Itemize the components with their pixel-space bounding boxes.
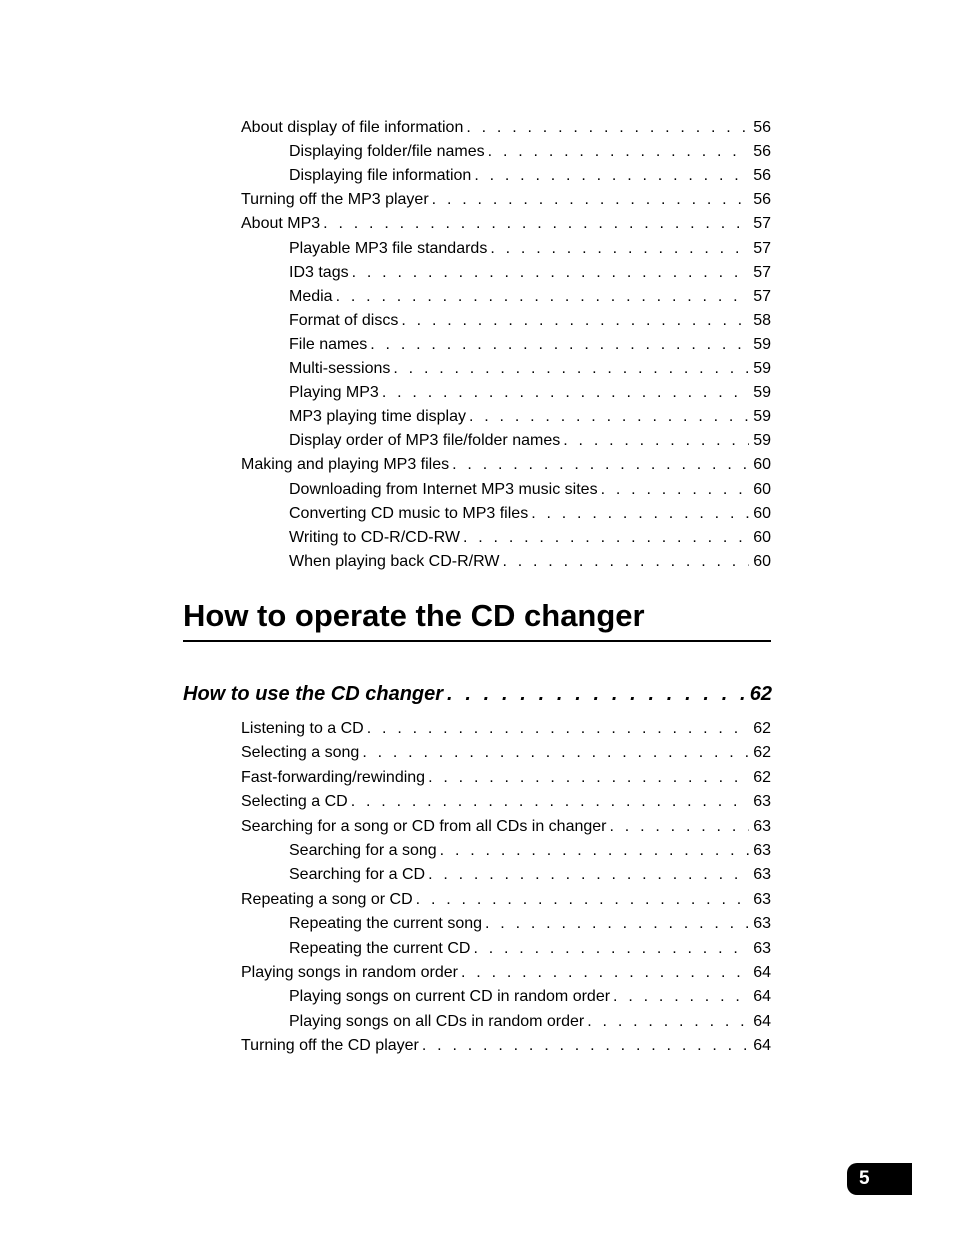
toc-entry-page-number: 59 xyxy=(753,384,771,402)
toc-entry[interactable] xyxy=(241,767,771,789)
toc-entry-label: Media xyxy=(289,287,333,305)
toc-entry-page-number: 64 xyxy=(753,1012,771,1030)
toc-entry-page-number: 59 xyxy=(753,360,771,377)
toc-entry-page-number: 60 xyxy=(753,552,771,570)
toc-entry[interactable] xyxy=(289,1011,771,1033)
leader-dots xyxy=(601,479,750,501)
leader-dots xyxy=(336,286,750,308)
toc-entry-page-number: 60 xyxy=(753,480,771,498)
toc-entry[interactable] xyxy=(241,454,771,476)
toc-entry-page-number: 56 xyxy=(753,143,771,161)
toc-entry[interactable] xyxy=(289,938,771,960)
toc-entry[interactable] xyxy=(241,718,771,740)
toc-entry-page-number: 59 xyxy=(753,432,771,450)
leader-dots xyxy=(351,791,749,813)
leader-dots xyxy=(323,213,749,235)
toc-entry-page-number: 57 xyxy=(753,263,771,281)
leader-dots xyxy=(466,117,749,139)
toc-entry-page-number: 59 xyxy=(753,335,771,353)
leader-dots xyxy=(428,767,749,789)
toc-entry[interactable] xyxy=(289,238,771,260)
toc-entry[interactable] xyxy=(289,358,771,380)
toc-entry-page-number: 63 xyxy=(753,890,771,908)
toc-entry[interactable] xyxy=(289,165,771,187)
toc-entry[interactable] xyxy=(289,503,771,525)
toc-entry-label: Writing to CD-R/CD-RW xyxy=(289,528,460,546)
toc-entry-label: Listening to a CD xyxy=(241,720,364,737)
toc-entry-page-number: 62 xyxy=(753,720,771,737)
toc-entry[interactable] xyxy=(241,213,771,235)
toc-entry[interactable] xyxy=(241,816,771,838)
toc-entry[interactable] xyxy=(241,117,771,139)
leader-dots xyxy=(362,742,749,764)
leader-dots xyxy=(563,430,749,452)
toc-entry[interactable] xyxy=(241,1035,771,1057)
toc-entry-page-number: 63 xyxy=(753,939,771,957)
toc-entry-label: Display order of MP3 file/folder names xyxy=(289,432,561,450)
leader-dots xyxy=(393,358,749,380)
toc-entry[interactable] xyxy=(289,527,771,549)
toc-entry[interactable] xyxy=(289,479,771,501)
leader-dots xyxy=(422,1035,749,1057)
leader-dots xyxy=(474,165,749,187)
toc-entry[interactable] xyxy=(289,286,771,308)
leader-dots xyxy=(416,889,750,911)
toc-entry-label: When playing back CD-R/RW xyxy=(289,552,500,570)
leader-dots xyxy=(463,527,749,549)
toc-entry[interactable] xyxy=(289,986,771,1008)
toc-entry-label: Selecting a song xyxy=(241,744,360,762)
leader-dots xyxy=(587,1011,749,1033)
toc-entry-label: Playing MP3 xyxy=(289,384,379,402)
leader-dots xyxy=(473,938,749,960)
toc-entry[interactable] xyxy=(289,430,771,452)
toc-entry-page-number: 57 xyxy=(753,239,771,257)
toc-entry-label: Fast-forwarding/rewinding xyxy=(241,768,426,786)
toc-entry[interactable] xyxy=(289,913,771,935)
toc-entry-label: Playing songs in random order xyxy=(241,964,459,981)
subsection-label: How to use the CD changer xyxy=(183,683,444,705)
toc-entry-label: Repeating the current song xyxy=(289,915,483,933)
toc-entry-page-number: 57 xyxy=(753,287,771,305)
toc-entry[interactable] xyxy=(289,262,771,284)
toc-entry-page-number: 63 xyxy=(753,866,771,884)
toc-entry-label: About display of file information xyxy=(241,119,464,136)
page-number-tab: 5 xyxy=(847,1163,912,1195)
toc-entry-page-number: 64 xyxy=(753,1037,771,1055)
leader-dots xyxy=(461,962,749,984)
toc-entry-label: Converting CD music to MP3 files xyxy=(289,504,529,522)
toc-entry-page-number: 60 xyxy=(753,528,771,546)
toc-entry[interactable] xyxy=(241,889,771,911)
toc-entry-page-number: 60 xyxy=(753,456,771,474)
toc-entry-label: About MP3 xyxy=(241,215,321,233)
leader-dots xyxy=(370,334,749,356)
section-title: How to operate the CD changer xyxy=(183,596,771,642)
subsection-entry[interactable] xyxy=(183,680,772,708)
toc-entry-page-number: 63 xyxy=(753,842,771,859)
leader-dots xyxy=(531,503,749,525)
toc-entry[interactable] xyxy=(241,962,771,984)
leader-dots xyxy=(440,840,750,862)
leader-dots xyxy=(432,189,750,211)
leader-dots xyxy=(401,310,749,332)
toc-entry-label: Searching for a song or CD from all CDs in changer xyxy=(241,817,607,835)
leader-dots xyxy=(352,262,750,284)
toc-entry-page-number: 58 xyxy=(753,311,771,329)
toc-entry-label: Multi-sessions xyxy=(289,360,391,377)
toc-entry-page-number: 57 xyxy=(753,215,771,233)
toc-entry[interactable] xyxy=(241,791,771,813)
leader-dots xyxy=(469,406,749,428)
toc-entry-label: Selecting a CD xyxy=(241,793,348,811)
toc-entry[interactable] xyxy=(289,141,771,163)
toc-entry-label: File names xyxy=(289,335,368,353)
leader-dots xyxy=(613,986,749,1008)
toc-entry-page-number: 56 xyxy=(753,119,771,136)
leader-dots xyxy=(502,551,749,573)
toc-entry[interactable] xyxy=(289,551,771,573)
toc-entry-label: Displaying file information xyxy=(289,167,472,185)
toc-entry-label: Playable MP3 file standards xyxy=(289,239,488,257)
toc-entry-page-number: 62 xyxy=(753,744,771,762)
toc-entry-label: Repeating a song or CD xyxy=(241,890,413,908)
leader-dots xyxy=(610,816,750,838)
toc-entry-page-number: 63 xyxy=(753,817,771,835)
toc-entry[interactable] xyxy=(241,742,771,764)
toc-entry-label: Playing songs on all CDs in random order xyxy=(289,1012,585,1030)
toc-entry-page-number: 64 xyxy=(753,988,771,1006)
toc-entry-label: Repeating the current CD xyxy=(289,939,471,957)
leader-dots xyxy=(452,454,749,476)
leader-dots xyxy=(367,718,749,740)
toc-entry-page-number: 56 xyxy=(753,191,771,209)
toc-entry-label: Displaying folder/file names xyxy=(289,143,485,161)
leader-dots xyxy=(382,382,749,404)
leader-dots xyxy=(428,864,749,886)
subsection-page-number: 62 xyxy=(749,683,772,705)
toc-entry-label: ID3 tags xyxy=(289,263,349,281)
toc-entry-page-number: 60 xyxy=(753,504,771,522)
toc-entry[interactable] xyxy=(289,840,771,862)
toc-entry-page-number: 59 xyxy=(753,408,771,426)
leader-dots xyxy=(447,680,744,708)
toc-entry-label: MP3 playing time display xyxy=(289,408,466,426)
toc-entry[interactable] xyxy=(289,406,771,428)
toc-entry[interactable] xyxy=(241,189,771,211)
toc-entry-label: Making and playing MP3 files xyxy=(241,456,450,474)
toc-entry-label: Searching for a song xyxy=(289,842,437,859)
toc-entry[interactable] xyxy=(289,334,771,356)
toc-entry-label: Turning off the MP3 player xyxy=(241,191,429,209)
toc-entry[interactable] xyxy=(289,864,771,886)
toc-entry-page-number: 64 xyxy=(753,964,771,981)
toc-entry-page-number: 63 xyxy=(753,915,771,933)
toc-entry[interactable] xyxy=(289,310,771,332)
toc-entry-page-number: 56 xyxy=(753,167,771,185)
leader-dots xyxy=(488,141,750,163)
toc-entry-label: Playing songs on current CD in random order xyxy=(289,988,611,1006)
leader-dots xyxy=(485,913,749,935)
toc-entry-label: Searching for a CD xyxy=(289,866,426,884)
toc-entry[interactable] xyxy=(289,382,771,404)
toc-entry-label: Turning off the CD player xyxy=(241,1037,419,1055)
toc-entry-label: Downloading from Internet MP3 music sites xyxy=(289,480,598,498)
toc-entry-page-number: 63 xyxy=(753,793,771,811)
leader-dots xyxy=(490,238,749,260)
toc-entry-label: Format of discs xyxy=(289,311,399,329)
toc-entry-page-number: 62 xyxy=(753,768,771,786)
